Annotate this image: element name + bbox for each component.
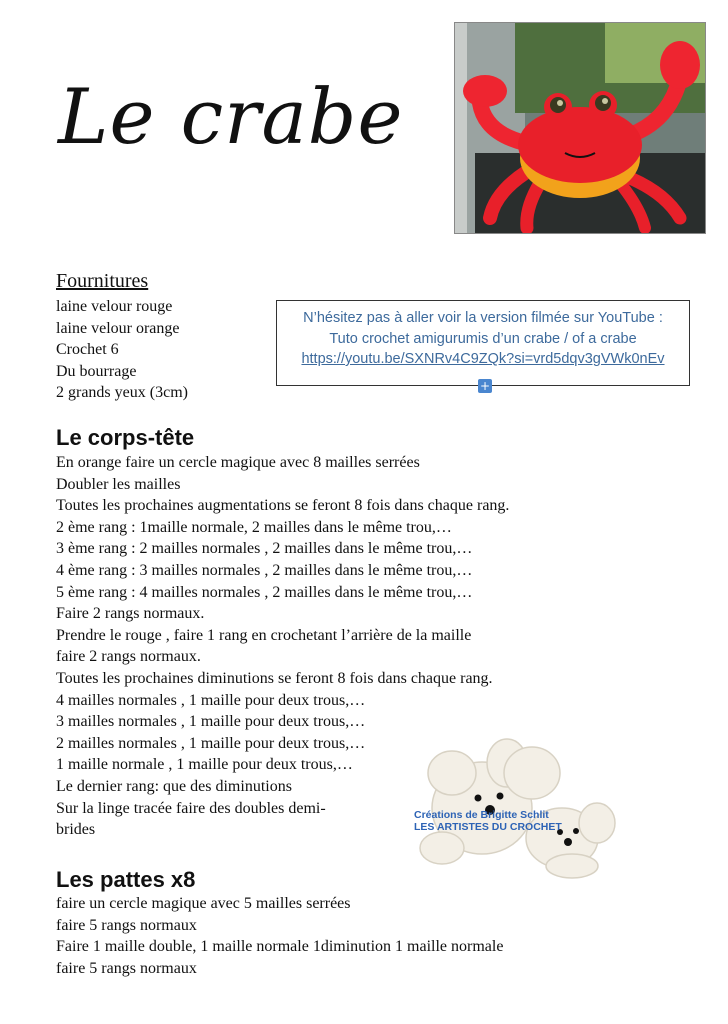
instruction-line: Toutes les prochaines augmentations se feront 8 fois dans chaque rang. [56,497,510,515]
youtube-note-line: N’hésitez pas à aller voir la version filmée sur YouTube : [303,310,663,326]
supply-item: laine velour rouge [56,298,173,315]
instruction-line: 2 mailles normales , 1 maille pour deux trous,… [56,734,366,752]
instruction-line: Prendre le rouge , faire 1 rang en crochetant l’arrière de la maille [56,626,472,644]
instruction-line: En orange faire un cercle magique avec 8 mailles serrées [56,454,420,471]
instruction-line: 3 ème rang : 2 mailles normales , 2 mailles dans le même trou,… [56,540,473,558]
instruction-line: Toutes les prochaines diminutions se feront 8 fois dans chaque rang. [56,669,493,687]
youtube-note-box [276,300,690,386]
supplies-list [56,296,188,404]
instruction-line: faire un cercle magique avec 5 mailles serrées [56,895,351,912]
instruction-line: 4 mailles normales , 1 maille pour deux trous,… [56,691,366,709]
watermark-line: Créations de Brigitte Schlit [414,809,549,821]
instruction-line: 1 maille normale , 1 maille pour deux trous,… [56,756,353,774]
add-icon[interactable]: + [479,379,491,393]
instruction-line: Doubler les mailles [56,475,181,493]
poodles-photo [412,728,624,880]
supplies-heading: Fournitures [56,270,149,292]
instruction-line: faire 5 rangs normaux [56,959,197,977]
supply-item: Crochet 6 [56,341,119,359]
youtube-link[interactable]: https://youtu.be/SXNRv4C9ZQk?si=vrd5dqv3gVWk0nEv [301,351,665,367]
youtube-note-line: Tuto crochet amigurumis d’un crabe / of a crabe [329,330,637,347]
instruction-line: Faire 2 rangs normaux. [56,605,205,623]
body-head-heading: Le corps-tête [56,425,195,450]
instruction-line: Faire 1 maille double, 1 maille normale 1diminution 1 maille normale [56,938,504,956]
instruction-line: 4 ème rang : 3 mailles normales , 2 mailles dans le même trou,… [56,561,473,579]
supply-item: laine velour orange [56,319,180,337]
legs-instructions [56,893,503,979]
instruction-line: Le dernier rang: que des diminutions [56,777,292,795]
legs-heading: Les pattes x8 [56,867,196,892]
instruction-line: brides [56,821,96,839]
watermark [414,809,562,833]
supply-item: 2 grands yeux (3cm) [56,384,188,402]
crab-photo [454,22,706,234]
instruction-line: faire 2 rangs normaux. [56,648,201,666]
page-title: Le crabe [58,72,404,161]
watermark-line: LES ARTISTES DU CROCHET [414,821,562,833]
instruction-line: 5 ème rang : 4 mailles normales , 2 mailles dans le même trou,… [56,583,473,601]
instruction-line: 2 ème rang : 1maille normale, 2 mailles dans le même trou,… [56,518,452,536]
instruction-line: 3 mailles normales , 1 maille pour deux trous,… [56,713,366,731]
instruction-line: Sur la linge tracée faire des doubles demi- [56,799,326,817]
supply-item: Du bourrage [56,362,137,380]
instruction-line: faire 5 rangs normaux [56,916,197,934]
